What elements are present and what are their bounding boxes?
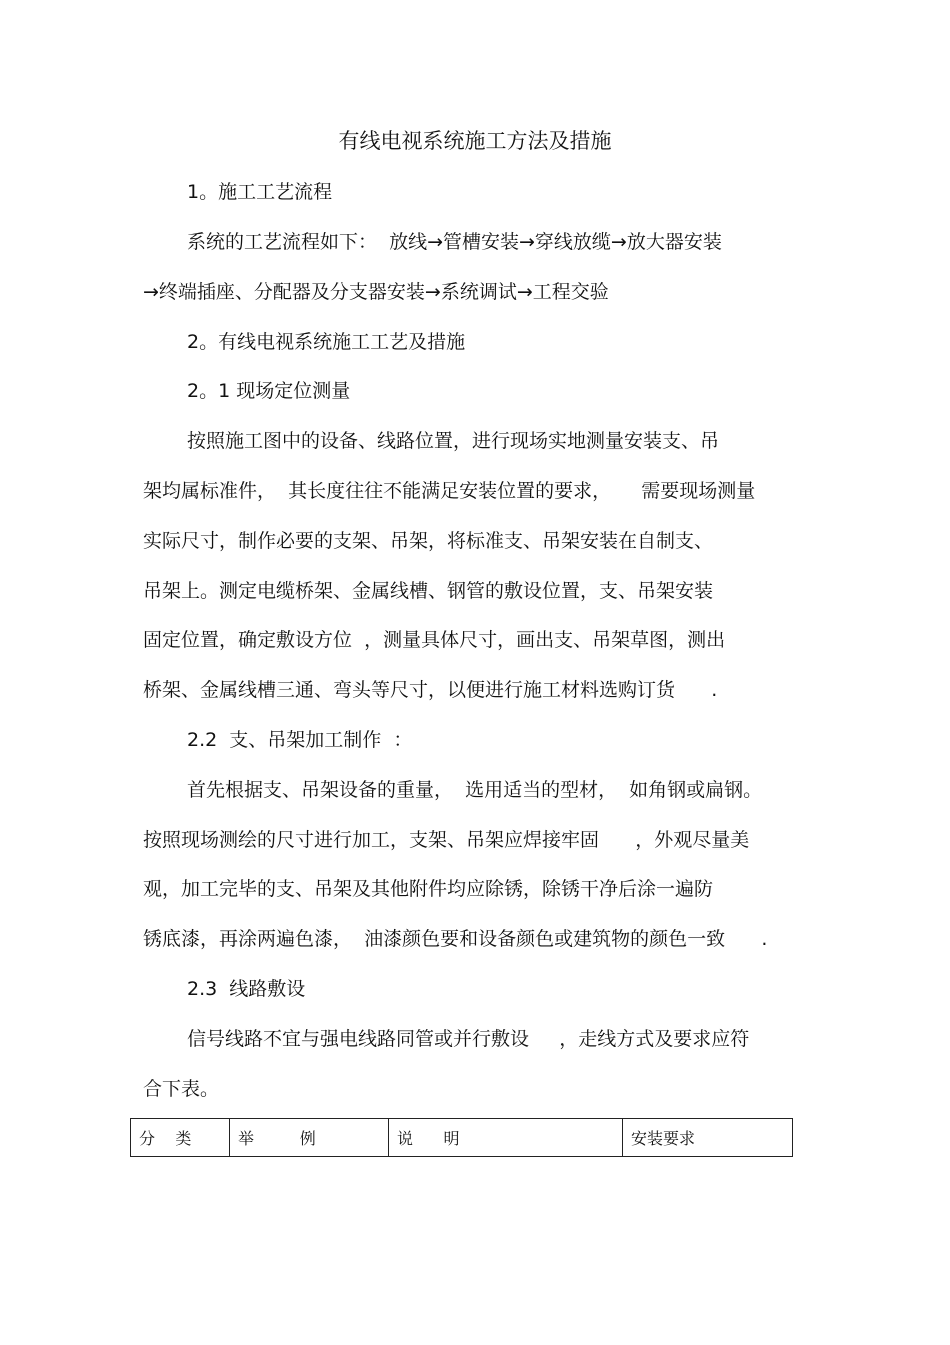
subsection-heading-2-1: 2。1 现场定位测量 <box>187 380 351 402</box>
table-header-example: 举 例 <box>230 1119 389 1157</box>
paragraph-line: 架均属标准件， 其长度往往不能满足安装位置的要求， 需要现场测量 <box>143 480 756 502</box>
subsection-heading-2-3: 2.3 线路敷设 <box>187 978 306 1000</box>
section-heading-2: 2。有线电视系统施工工艺及措施 <box>187 331 466 353</box>
table-header-description: 说 明 <box>389 1119 623 1157</box>
paragraph-line: 信号线路不宜与强电线路同管或并行敷设 ，走线方式及要求应符 <box>187 1028 750 1050</box>
paragraph-line: 实际尺寸，制作必要的支架、吊架，将标准支、吊架安装在自制支、 <box>143 530 714 552</box>
table-header-row <box>131 1119 793 1157</box>
section-heading-1: 1。施工工艺流程 <box>187 181 333 203</box>
paragraph-line: →终端插座、分配器及分支器安装→系统调试→工程交验 <box>143 281 609 303</box>
table-header-install-requirements: 安装要求 <box>623 1119 793 1157</box>
table-header-category: 分 类 <box>131 1119 230 1157</box>
subsection-heading-2-2: 2.2 支、吊架加工制作 ： <box>187 729 413 751</box>
paragraph-line: 按照现场测绘的尺寸进行加工，支架、吊架应焊接牢固 ，外观尽量美 <box>143 829 750 851</box>
paragraph-line: 首先根据支、吊架设备的重量， 选用适当的型材， 如角钢或扁钢。 <box>187 779 763 801</box>
paragraph-line: 固定位置，确定敷设方位 ，测量具体尺寸，画出支、吊架草图，测出 <box>143 629 726 651</box>
paragraph-line: 系统的工艺流程如下： 放线→管槽安装→穿线放缆→放大器安装 <box>187 231 722 253</box>
wiring-requirements-table <box>130 1118 793 1157</box>
paragraph-line: 合下表。 <box>143 1078 220 1100</box>
paragraph-line: 观，加工完毕的支、吊架及其他附件均应除锈，除锈干净后涂一遍防 <box>143 878 714 900</box>
document-title: 有线电视系统施工方法及措施 <box>338 129 612 153</box>
paragraph-line: 锈底漆，再涂两遍色漆， 油漆颜色要和设备颜色或建筑物的颜色一致 . <box>143 928 768 950</box>
paragraph-line: 按照施工图中的设备、线路位置，进行现场实地测量安装支、吊 <box>187 430 720 452</box>
paragraph-line: 桥架、金属线槽三通、弯头等尺寸，以便进行施工材料选购订货 . <box>143 679 718 701</box>
paragraph-line: 吊架上。测定电缆桥架、金属线槽、钢管的敷设位置，支、吊架安装 <box>143 580 714 602</box>
